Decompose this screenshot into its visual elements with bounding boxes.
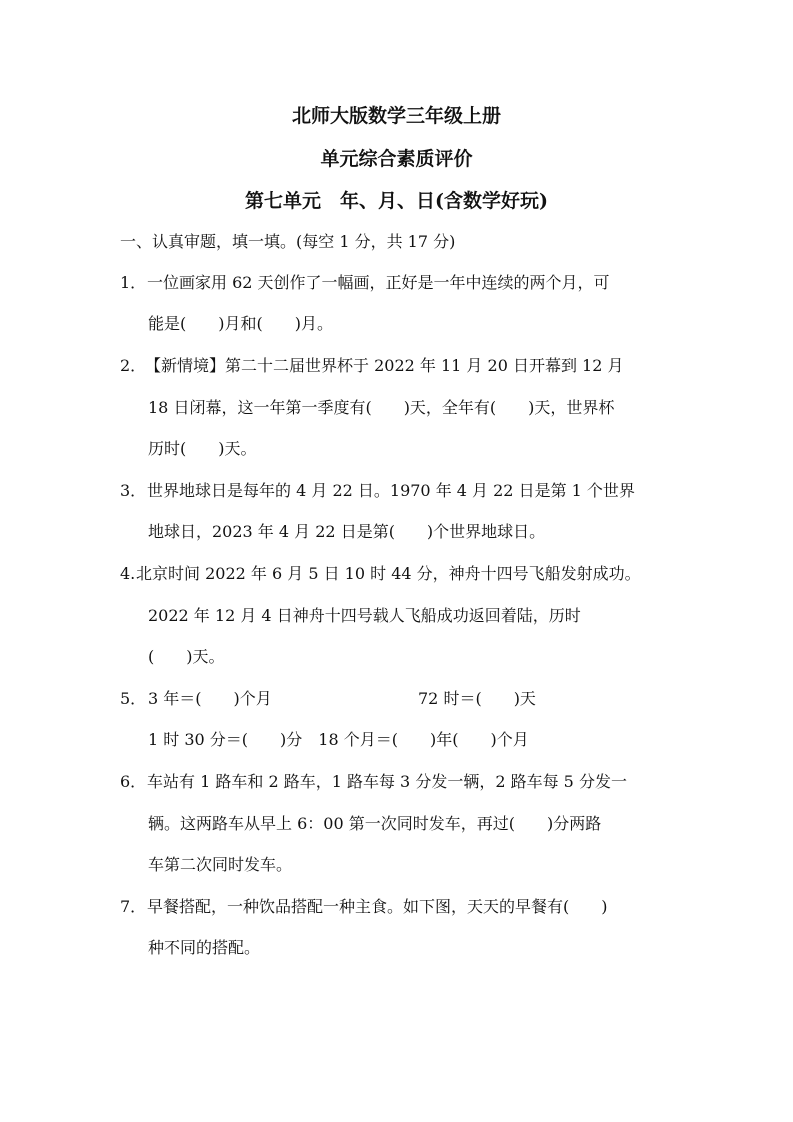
question-2-line-2: 18 日闭幕，这一年第一季度有( )天，全年有( )天，世界杯 (148, 398, 615, 417)
question-2-number: 2． (120, 356, 147, 375)
question-3-number: 3． (120, 481, 147, 500)
question-7-line-2: 种不同的搭配。 (148, 938, 261, 957)
question-1-line-2: 能是( )月和( )月。 (148, 314, 333, 333)
question-6-line-3: 车第二次同时发车。 (148, 855, 293, 874)
question-5-item-years: 3 年＝( )个月 (148, 689, 272, 708)
question-5-number: 5． (120, 689, 147, 708)
question-3-line-1: 世界地球日是每年的 4 月 22 日。1970 年 4 月 22 日是第 1 个世界 (147, 481, 635, 500)
evaluation-title: 单元综合素质评价 (320, 148, 473, 170)
question-2-line-1: 【新情境】第二十二届世界杯于 2022 年 11 月 20 日开幕到 12 月 (145, 356, 624, 375)
question-1-line-1: 一位画家用 62 天创作了一幅画，正好是一年中连续的两个月，可 (147, 273, 610, 292)
question-4-line-1: 北京时间 2022 年 6 月 5 日 10 时 44 分，神舟十四号飞船发射成功。 (136, 564, 641, 583)
question-2-line-3: 历时( )天。 (148, 439, 257, 458)
question-6-line-1: 车站有 1 路车和 2 路车，1 路车每 3 分发一辆，2 路车每 5 分发一 (147, 772, 627, 791)
question-7-number: 7． (120, 897, 147, 916)
question-3-line-2: 地球日，2023 年 4 月 22 日是第( )个世界地球日。 (148, 522, 546, 541)
question-4-number: 4. (120, 564, 136, 583)
unit-title: 第七单元 年、月、日(含数学好玩) (245, 190, 548, 212)
section-heading: 一、认真审题，填一填。(每空 1 分，共 17 分) (120, 232, 456, 251)
question-6-number: 6． (120, 772, 147, 791)
question-5-line-2: 1 时 30 分＝( )分 18 个月＝( )年( )个月 (148, 730, 529, 749)
book-title: 北师大版数学三年级上册 (291, 105, 501, 127)
question-4-line-3: ( )天。 (148, 647, 225, 666)
question-4-line-2: 2022 年 12 月 4 日神舟十四号载人飞船成功返回着陆，历时 (148, 606, 581, 625)
question-5-item-hours: 72 时＝( )天 (418, 689, 536, 708)
question-1-number: 1． (120, 273, 147, 292)
question-7-line-1: 早餐搭配，一种饮品搭配一种主食。如下图，天天的早餐有( ) (147, 897, 608, 916)
question-6-line-2: 辆。这两路车从早上 6：00 第一次同时发车，再过( )分两路 (148, 814, 602, 833)
